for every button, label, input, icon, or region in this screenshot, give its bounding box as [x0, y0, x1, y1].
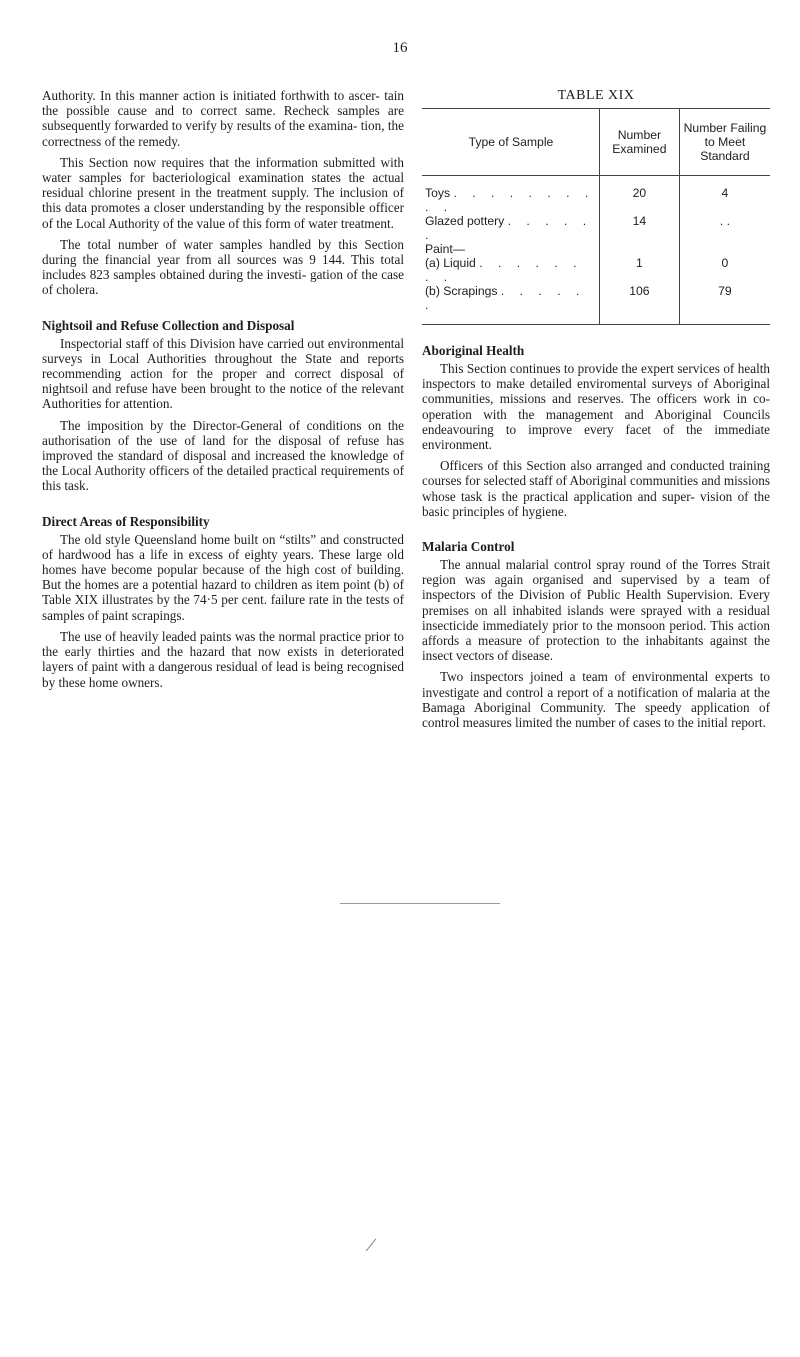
- row-label: Toys: [425, 186, 451, 200]
- row-failing: . .: [679, 214, 770, 242]
- malaria-paragraph-2: Two inspectors joined a team of environmental experts to investigate and control a report of a notification of malaria at the Bamaga Aboriginal Community. The speedy application of control measures limited the number of cases to the initial report.: [422, 669, 770, 731]
- intro-paragraph-2: This Section now requires that the information submitted with water samples for bacteriological examination states the actual residual chlorine present in the treatment supply. The inclusion of this data promotes a closer understanding by the responsible officer of the Local Authority of the value of this form of water treatment.: [42, 154, 404, 231]
- malaria-heading: Malaria Control: [422, 539, 515, 555]
- row-failing: 4: [679, 176, 770, 215]
- row-failing: 0: [679, 256, 770, 284]
- intro-paragraph-3: The total number of water samples handled by this Section during the financial year from all sources was 9 144. This total includes 823 samples obtained during the investi- gation of the case of cholera.: [42, 236, 404, 298]
- row-leader: . . . . . .: [425, 214, 593, 242]
- row-failing: 79: [679, 284, 770, 325]
- aboriginal-paragraph-2: Officers of this Section also arranged and conducted training courses for selected staff of Aboriginal communities and missions whose task is the practical application and super- vision of the basic principles of hygiene.: [422, 458, 770, 519]
- table-header-row: [422, 109, 770, 176]
- right-column: [422, 88, 770, 736]
- row-examined: 20: [599, 176, 679, 215]
- direct-areas-paragraph-1: The old style Queensland home built on “stilts” and constructed of hardwood has a life in excess of eighty years. These large old homes have become popular because of the high cost of building. But the homes are a potential hazard to children as item point (b) of Table XIX illustrates by the 74·5 per cent. failure rate in the tests of samples of paint scrapings.: [42, 531, 404, 623]
- nightsoil-heading: Nightsoil and Refuse Collection and Disposal: [42, 317, 295, 333]
- header-number-failing: Number Failing to Meet Standard: [679, 109, 770, 176]
- table-row: [422, 256, 770, 284]
- row-label: (a) Liquid: [425, 256, 476, 270]
- row-failing: [679, 242, 770, 256]
- row-examined: [599, 242, 679, 256]
- row-examined: 14: [599, 214, 679, 242]
- row-label: (b) Scrapings: [425, 284, 498, 298]
- aboriginal-paragraph-1: This Section continues to provide the expert services of health inspectors to make detailed enviromental surveys of Aboriginal communities, missions and reserves. The officers work in co-operation with the management and Aboriginal Councils endeavouring to improve every facet of the immediate environment.: [422, 361, 770, 453]
- row-leader: . . . . . . . . . .: [425, 186, 595, 214]
- row-label-cell: [422, 242, 599, 256]
- direct-areas-paragraph-2: The use of heavily leaded paints was the normal practice prior to the early thirties and the hazard that now exists in deteriorated layers of paint with a dangerous residual of lead is being recognised by these home owners.: [42, 628, 404, 690]
- header-type-of-sample: Type of Sample: [422, 109, 599, 176]
- table-row: [422, 242, 770, 256]
- row-label-cell: [422, 284, 599, 325]
- nightsoil-paragraph-1: Inspectorial staff of this Division have carried out environmental surveys in Local Authorities throughout the State and reports recommending action for the proper and correct disposal of nightsoil and refuse have been brought to the notice of the relevant Authorities for attention.: [42, 335, 404, 412]
- malaria-paragraph-1: The annual malarial control spray round of the Torres Strait region was again organised and supervised by a team of inspectors of the Division of Public Health Supervision. Every premises on all inhabited islands were sprayed with a residual insecticide immediately prior to the monsoon period. This action affords a measure of protection to the inhabitants against the insect vectors of disease.: [422, 557, 770, 664]
- table-row: [422, 284, 770, 325]
- intro-paragraph-1: Authority. In this manner action is initiated forthwith to ascer- tain the possible cause and to correct same. Recheck samples are subsequently forwarded to verify by results of the examina- tion, the correctness of the remedy.: [42, 88, 404, 149]
- table-row: [422, 176, 770, 215]
- section-divider: [340, 903, 500, 904]
- row-label: Glazed pottery: [425, 214, 505, 228]
- row-label-cell: [422, 256, 599, 284]
- row-examined: 1: [599, 256, 679, 284]
- row-label: Paint—: [425, 242, 465, 256]
- row-leader: . . . . . . . .: [425, 256, 583, 284]
- left-column: [42, 88, 404, 696]
- nightsoil-paragraph-2: The imposition by the Director-General of conditions on the authorisation of the use of land for the disposal of refuse has improved the standard of disposal and increased the knowledge of the Local Authority officers of the detailed practical requirements of this task.: [42, 417, 404, 494]
- table-xix: [422, 108, 770, 325]
- row-label-cell: [422, 214, 599, 242]
- page-number: 16: [392, 40, 408, 56]
- table-title: TABLE XIX: [557, 88, 635, 103]
- row-examined: 106: [599, 284, 679, 325]
- row-leader: . . . . . .: [425, 284, 586, 312]
- scan-mark: /: [364, 1231, 379, 1258]
- row-label-cell: [422, 176, 599, 215]
- direct-areas-heading: Direct Areas of Responsibility: [42, 513, 210, 529]
- header-number-examined: Number Examined: [599, 109, 679, 176]
- aboriginal-heading: Aboriginal Health: [422, 343, 525, 358]
- table-row: [422, 214, 770, 242]
